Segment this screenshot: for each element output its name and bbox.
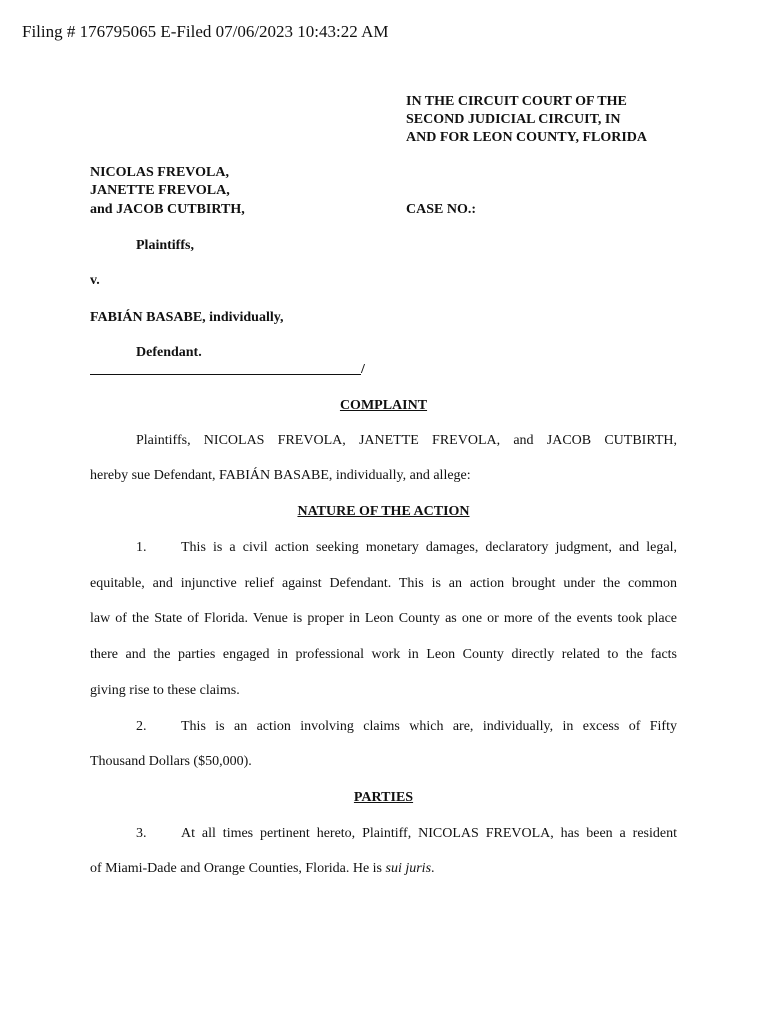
paragraph-3-line-2-end: . <box>431 861 435 876</box>
paragraph-1-line-4: there and the parties engaged in professional work in Leon County directly related to the facts <box>90 647 677 662</box>
court-line-2: SECOND JUDICIAL CIRCUIT, IN <box>406 112 621 127</box>
section-heading-parties: PARTIES <box>353 790 414 805</box>
defendant-role: Defendant. <box>136 345 202 360</box>
plaintiff-name-1: NICOLAS FREVOLA, <box>90 165 229 180</box>
paragraph-2-line-1: This is an action involving claims which are, individually, in excess of Fifty <box>181 719 677 734</box>
document-title: COMPLAINT <box>339 398 428 413</box>
paragraph-number-1: 1. <box>136 540 147 555</box>
sui-juris-term: sui juris <box>385 861 432 876</box>
paragraph-2-line-2: Thousand Dollars ($50,000). <box>90 754 252 769</box>
plaintiff-name-2: JANETTE FREVOLA, <box>90 183 230 198</box>
paragraph-3-line-1: At all times pertinent hereto, Plaintiff, NICOLAS FREVOLA, has been a resident <box>181 826 677 841</box>
defendant-name: FABIÁN BASABE, individually, <box>90 310 284 325</box>
intro-line-1: Plaintiffs, NICOLAS FREVOLA, JANETTE FREVOLA, and JACOB CUTBIRTH, <box>136 433 677 448</box>
plaintiffs-role: Plaintiffs, <box>136 238 194 253</box>
paragraph-1-line-1: This is a civil action seeking monetary damages, declaratory judgment, and legal, <box>181 540 677 555</box>
paragraph-1-line-2: equitable, and injunctive relief against Defendant. This is an action brought under the common <box>90 576 677 591</box>
paragraph-number-3: 3. <box>136 826 147 841</box>
intro-line-2: hereby sue Defendant, FABIÁN BASABE, individually, and allege: <box>90 468 471 483</box>
section-heading-nature: NATURE OF THE ACTION <box>297 504 470 519</box>
paragraph-1-line-3: law of the State of Florida. Venue is proper in Leon County as one or more of the events took place <box>90 611 677 626</box>
court-line-3: AND FOR LEON COUNTY, FLORIDA <box>406 130 648 145</box>
court-line-1: IN THE CIRCUIT COURT OF THE <box>406 94 627 109</box>
caption-slash: / <box>361 362 365 377</box>
versus: v. <box>90 273 100 288</box>
case-number: CASE NO.: <box>406 202 477 217</box>
plaintiff-name-3: and JACOB CUTBIRTH, <box>90 202 245 217</box>
paragraph-3-line-2 <box>90 861 435 877</box>
paragraph-number-2: 2. <box>136 719 147 734</box>
filing-stamp: Filing # 176795065 E-Filed 07/06/2023 10:43:22 AM <box>22 22 389 41</box>
paragraph-1-line-5: giving rise to these claims. <box>90 683 240 698</box>
caption-divider-line <box>90 362 361 375</box>
paragraph-3-line-2-text: of Miami-Dade and Orange Counties, Florida. He is <box>90 861 386 876</box>
